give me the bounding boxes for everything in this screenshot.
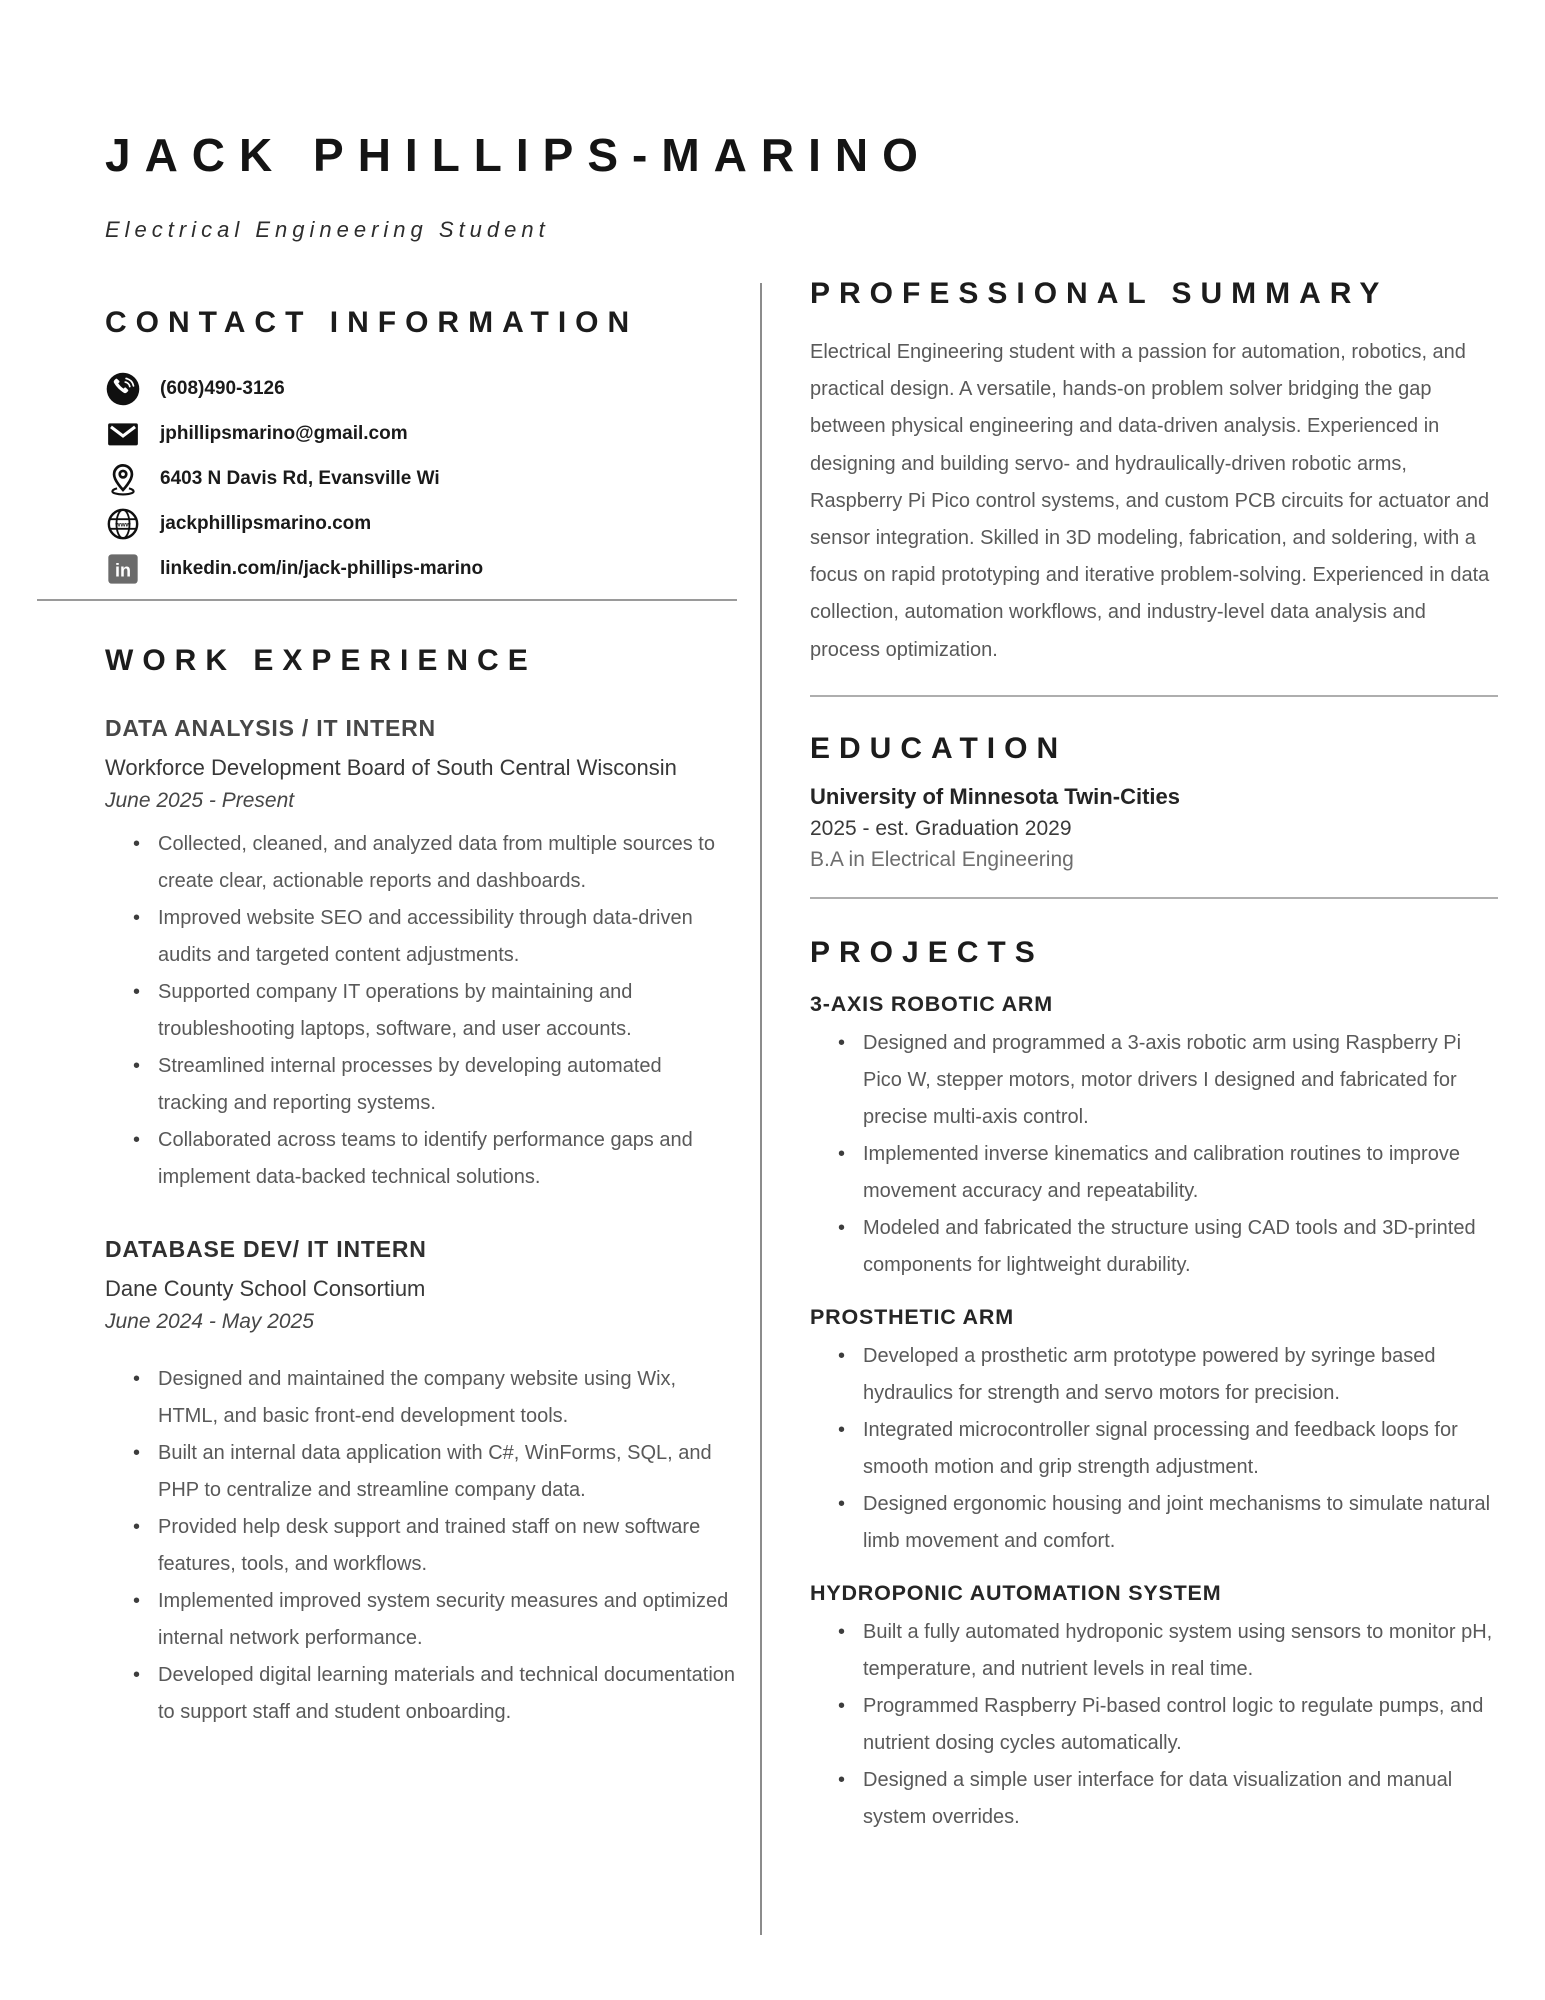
- street-address: 6403 N Davis Rd, Evansville Wi: [160, 468, 440, 489]
- contact-row-email: [105, 416, 737, 452]
- project-bullet-list: [810, 1025, 1498, 1284]
- job-dates: June 2024 - May 2025: [105, 1310, 314, 1333]
- job-entry: [105, 715, 737, 1196]
- right-section-rule: [810, 897, 1498, 899]
- project-bullet-list: [810, 1614, 1498, 1836]
- projects-heading: PROJECTS: [810, 935, 1044, 969]
- professional-summary-heading: PROFESSIONAL SUMMARY: [810, 277, 1389, 310]
- contact-row-address: [105, 461, 737, 497]
- right-section-rule: [810, 695, 1498, 697]
- job-entry: [105, 1236, 737, 1731]
- bullet-item: • Collected, cleaned, and analyzed data from multiple sources to create clear, actionable reports and dashboards.: [133, 826, 737, 900]
- bullet-item: • Built an internal data application with C#, WinForms, SQL, and PHP to centralize and streamline company data.: [133, 1435, 737, 1509]
- contact-row-website: [105, 506, 737, 542]
- bullet-item: • Improved website SEO and accessibility through data-driven audits and targeted content adjustments.: [133, 900, 737, 974]
- column-divider: [760, 283, 762, 1935]
- contact-heading: CONTACT INFORMATION: [105, 306, 639, 339]
- job-company: Dane County School Consortium: [105, 1276, 426, 1301]
- phone-number: (608)490-3126: [160, 378, 285, 399]
- bullet-item: • Implemented improved system security measures and optimized internal network performance.: [133, 1583, 737, 1657]
- bullet-item: • Modeled and fabricated the structure using CAD tools and 3D-printed components for lightweight durability.: [838, 1210, 1498, 1284]
- project-entry: [810, 992, 1498, 1284]
- linkedin-url: linkedin.com/in/jack-phillips-marino: [160, 558, 484, 579]
- phone-icon: [105, 371, 141, 407]
- person-title: Electrical Engineering Student: [105, 216, 550, 242]
- bullet-item: • Programmed Raspberry Pi-based control logic to regulate pumps, and nutrient dosing cycles automatically.: [838, 1688, 1498, 1762]
- project-entry: [810, 1305, 1498, 1560]
- globe-icon-text: www: [115, 521, 131, 529]
- bullet-item: • Developed digital learning materials and technical documentation to support staff and student onboarding.: [133, 1657, 737, 1731]
- person-name: JACK PHILLIPS-MARINO: [105, 129, 932, 181]
- location-icon: [105, 461, 141, 497]
- project-title: PROSTHETIC ARM: [810, 1304, 1014, 1329]
- bullet-item: • Designed a simple user interface for data visualization and manual system overrides.: [838, 1762, 1498, 1836]
- education-heading: EDUCATION: [810, 731, 1068, 765]
- education-dates: 2025 - est. Graduation 2029: [810, 816, 1072, 840]
- job-bullet-list: [105, 1361, 737, 1731]
- website-url: jackphillipsmarino.com: [160, 513, 372, 534]
- bullet-item: • Developed a prosthetic arm prototype powered by syringe based hydraulics for strength and servo motors for precision.: [838, 1338, 1498, 1412]
- left-section-rule: [37, 599, 737, 601]
- bullet-item: • Integrated microcontroller signal processing and feedback loops for smooth motion and grip strength adjustment.: [838, 1412, 1498, 1486]
- bullet-item: • Supported company IT operations by maintaining and troubleshooting laptops, software, and user accounts.: [133, 974, 737, 1048]
- education-school: University of Minnesota Twin-Cities: [810, 783, 1180, 809]
- bullet-item: • Built a fully automated hydroponic system using sensors to monitor pH, temperature, and nutrient levels in real time.: [838, 1614, 1498, 1688]
- bullet-item: • Designed ergonomic housing and joint mechanisms to simulate natural limb movement and comfort.: [838, 1486, 1498, 1560]
- bullet-item: • Provided help desk support and trained staff on new software features, tools, and workflows.: [133, 1509, 737, 1583]
- job-title: DATA ANALYSIS / IT INTERN: [105, 715, 436, 741]
- email-address: jphillipsmarino@gmail.com: [160, 423, 408, 444]
- job-bullet-list: [105, 826, 737, 1196]
- resume-header: [105, 130, 1465, 243]
- linkedin-icon-text: in: [115, 560, 131, 581]
- bullet-item: • Collaborated across teams to identify performance gaps and implement data-backed technical solutions.: [133, 1122, 737, 1196]
- work-experience-heading: WORK EXPERIENCE: [105, 644, 537, 677]
- bullet-item: • Streamlined internal processes by developing automated tracking and reporting systems.: [133, 1048, 737, 1122]
- project-entry: [810, 1581, 1498, 1836]
- linkedin-icon: [105, 551, 141, 587]
- job-dates: June 2025 - Present: [105, 789, 295, 812]
- bullet-item: • Designed and maintained the company website using Wix, HTML, and basic front-end development tools.: [133, 1361, 737, 1435]
- project-title: HYDROPONIC AUTOMATION SYSTEM: [810, 1580, 1222, 1605]
- globe-icon: [105, 506, 141, 542]
- job-company: Workforce Development Board of South Central Wisconsin: [105, 755, 677, 780]
- job-title: DATABASE DEV/ IT INTERN: [105, 1236, 427, 1262]
- project-title: 3-AXIS ROBOTIC ARM: [810, 991, 1053, 1016]
- bullet-item: • Designed and programmed a 3-axis robotic arm using Raspberry Pi Pico W, stepper motors, motor drivers I designed and fabricated for precise multi-axis control.: [838, 1025, 1498, 1136]
- right-column: [810, 276, 1498, 1836]
- professional-summary-text: Electrical Engineering student with a passion for automation, robotics, and practical design. A versatile, hands-on problem solver bridging the gap between physical engineering and data-driven analysis. Experienced in designing and building servo- and hydraulically-driven robotic arms, Raspberry Pi Pico control systems, and custom PCB circuits for actuator and sensor integration. Skilled in 3D modeling, fabrication, and soldering, with a focus on rapid prototyping and iterative problem-solving. Experienced in data collection, automation workflows, and industry-level data analysis and process optimization.: [810, 341, 1490, 661]
- contact-row-phone: [105, 371, 737, 407]
- contact-list: [105, 371, 737, 587]
- contact-row-linkedin: [105, 551, 737, 587]
- project-bullet-list: [810, 1338, 1498, 1560]
- email-icon: [105, 416, 141, 452]
- left-column: [105, 305, 737, 1731]
- bullet-item: • Implemented inverse kinematics and calibration routines to improve movement accuracy and repeatability.: [838, 1136, 1498, 1210]
- education-degree: B.A in Electrical Engineering: [810, 847, 1074, 871]
